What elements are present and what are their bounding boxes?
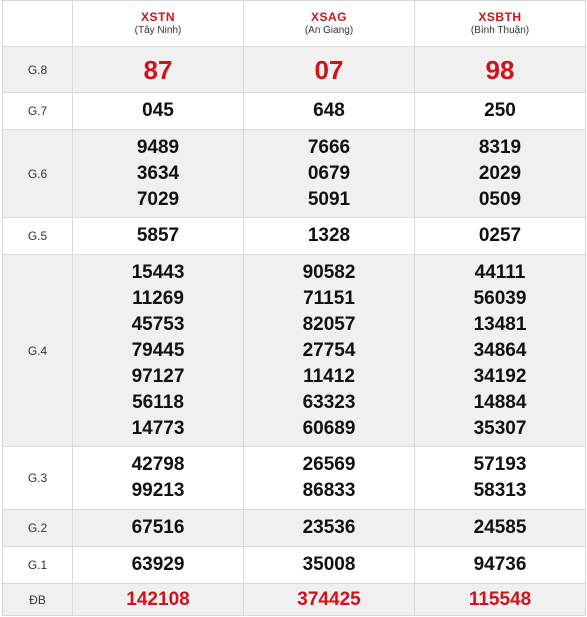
prize-cell	[415, 510, 586, 547]
prize-number[interactable]: 44111	[474, 261, 526, 283]
prize-cell	[415, 218, 586, 255]
prize-row-g8	[3, 47, 586, 93]
prize-number[interactable]: 45753	[131, 313, 185, 335]
prize-number[interactable]: 8319	[478, 136, 522, 158]
province-name: (Bình Thuận)	[470, 24, 530, 36]
prize-row-g5	[3, 218, 586, 255]
prize-number[interactable]: 9489	[136, 136, 180, 158]
prize-row-g7	[3, 93, 586, 130]
prize-number[interactable]: 42798	[131, 454, 185, 475]
prize-number[interactable]: 35307	[473, 417, 527, 439]
prize-row-g3	[3, 447, 586, 510]
prize-number[interactable]: 7666	[307, 136, 351, 158]
prize-number[interactable]: 648	[313, 100, 345, 121]
prize-row-special	[3, 584, 586, 616]
prize-label: G.7	[3, 93, 73, 130]
prize-number[interactable]: 27754	[302, 339, 356, 361]
prize-cell	[415, 547, 586, 584]
prize-number[interactable]: 63929	[131, 554, 185, 575]
prize-cell	[73, 47, 244, 93]
prize-cell	[244, 130, 415, 218]
prize-cell	[415, 584, 586, 616]
prize-label: G.3	[3, 447, 73, 510]
prize-row-g4	[3, 255, 586, 447]
prize-number[interactable]: 115548	[468, 588, 532, 610]
prize-cell	[73, 130, 244, 218]
prize-number[interactable]: 60689	[302, 417, 356, 439]
prize-number[interactable]: 142108	[126, 588, 190, 610]
prize-label: G.8	[3, 47, 73, 93]
prize-number[interactable]: 82057	[302, 313, 356, 335]
province-code[interactable]: XSAG	[310, 9, 347, 24]
prize-cell	[244, 584, 415, 616]
prize-number[interactable]: 11412	[303, 365, 355, 387]
prize-label: G.5	[3, 218, 73, 255]
prize-number[interactable]: 98	[485, 54, 515, 85]
prize-label: G.6	[3, 130, 73, 218]
province-header-an-giang[interactable]	[244, 1, 415, 47]
prize-number[interactable]: 67516	[131, 517, 185, 538]
prize-row-g6	[3, 130, 586, 218]
prize-number[interactable]: 7029	[136, 188, 180, 210]
prize-cell	[244, 218, 415, 255]
prize-label: G.4	[3, 255, 73, 447]
prize-number[interactable]: 045	[142, 100, 174, 121]
prize-number[interactable]: 3634	[136, 162, 180, 184]
prize-number[interactable]: 2029	[478, 162, 522, 184]
prize-number[interactable]: 1328	[307, 225, 351, 246]
prize-cell	[244, 510, 415, 547]
prize-number[interactable]: 34864	[473, 339, 527, 361]
province-code[interactable]: XSBTH	[478, 9, 522, 24]
prize-cell	[415, 255, 586, 447]
province-name: (Tây Ninh)	[134, 24, 182, 36]
province-name: (An Giang)	[304, 24, 354, 36]
prize-cell	[73, 584, 244, 616]
prize-number[interactable]: 97127	[131, 365, 185, 387]
prize-number[interactable]: 5857	[136, 225, 180, 246]
prize-number[interactable]: 0257	[478, 225, 522, 246]
prize-cell	[244, 255, 415, 447]
province-code[interactable]: XSTN	[140, 9, 175, 24]
prize-number[interactable]: 15443	[131, 261, 185, 283]
prize-row-g1	[3, 547, 586, 584]
prize-number[interactable]: 58313	[473, 480, 527, 501]
prize-number[interactable]: 250	[484, 100, 516, 121]
prize-cell	[73, 255, 244, 447]
prize-number[interactable]: 5091	[307, 188, 351, 210]
prize-cell	[415, 447, 586, 510]
prize-cell	[244, 547, 415, 584]
results-body	[3, 47, 586, 616]
prize-number[interactable]: 99213	[131, 480, 185, 501]
prize-label: G.1	[3, 547, 73, 584]
prize-number[interactable]: 23536	[302, 517, 356, 538]
prize-cell	[415, 93, 586, 130]
province-header-binh-thuan[interactable]	[415, 1, 586, 47]
prize-number[interactable]: 94736	[473, 554, 527, 575]
prize-number[interactable]: 07	[314, 54, 344, 85]
prize-cell	[415, 47, 586, 93]
prize-number[interactable]: 24585	[473, 517, 527, 538]
prize-cell	[73, 93, 244, 130]
prize-number[interactable]: 374425	[297, 588, 361, 610]
prize-number[interactable]: 14773	[131, 417, 185, 439]
prize-row-g2	[3, 510, 586, 547]
prize-number[interactable]: 71151	[303, 287, 355, 309]
prize-cell	[73, 447, 244, 510]
prize-cell	[73, 547, 244, 584]
results-table	[2, 0, 586, 616]
prize-number[interactable]: 57193	[473, 454, 527, 475]
prize-number[interactable]: 63323	[302, 391, 356, 413]
prize-number[interactable]: 0509	[478, 188, 522, 210]
prize-cell	[73, 510, 244, 547]
prize-number[interactable]: 0679	[307, 162, 351, 184]
prize-cell	[73, 218, 244, 255]
prize-number[interactable]: 11269	[132, 287, 184, 309]
prize-cell	[244, 447, 415, 510]
prize-number[interactable]: 26569	[302, 454, 356, 475]
prize-number[interactable]: 35008	[302, 554, 356, 575]
prize-number[interactable]: 87	[143, 54, 173, 85]
header-row	[3, 1, 586, 47]
prize-label: G.2	[3, 510, 73, 547]
prize-cell	[415, 130, 586, 218]
prize-number[interactable]: 79445	[131, 339, 185, 361]
prize-number[interactable]: 13481	[473, 313, 527, 335]
prize-label: ĐB	[3, 584, 73, 616]
prize-number[interactable]: 90582	[302, 261, 356, 283]
prize-number[interactable]: 86833	[302, 480, 356, 501]
prize-number[interactable]: 56118	[132, 391, 184, 413]
prize-number[interactable]: 34192	[473, 365, 527, 387]
prize-cell	[244, 47, 415, 93]
province-header-tay-ninh[interactable]	[73, 1, 244, 47]
prize-number[interactable]: 14884	[473, 391, 527, 413]
prize-cell	[244, 93, 415, 130]
corner-cell	[3, 1, 73, 47]
prize-number[interactable]: 56039	[473, 287, 527, 309]
lottery-results	[2, 0, 585, 616]
